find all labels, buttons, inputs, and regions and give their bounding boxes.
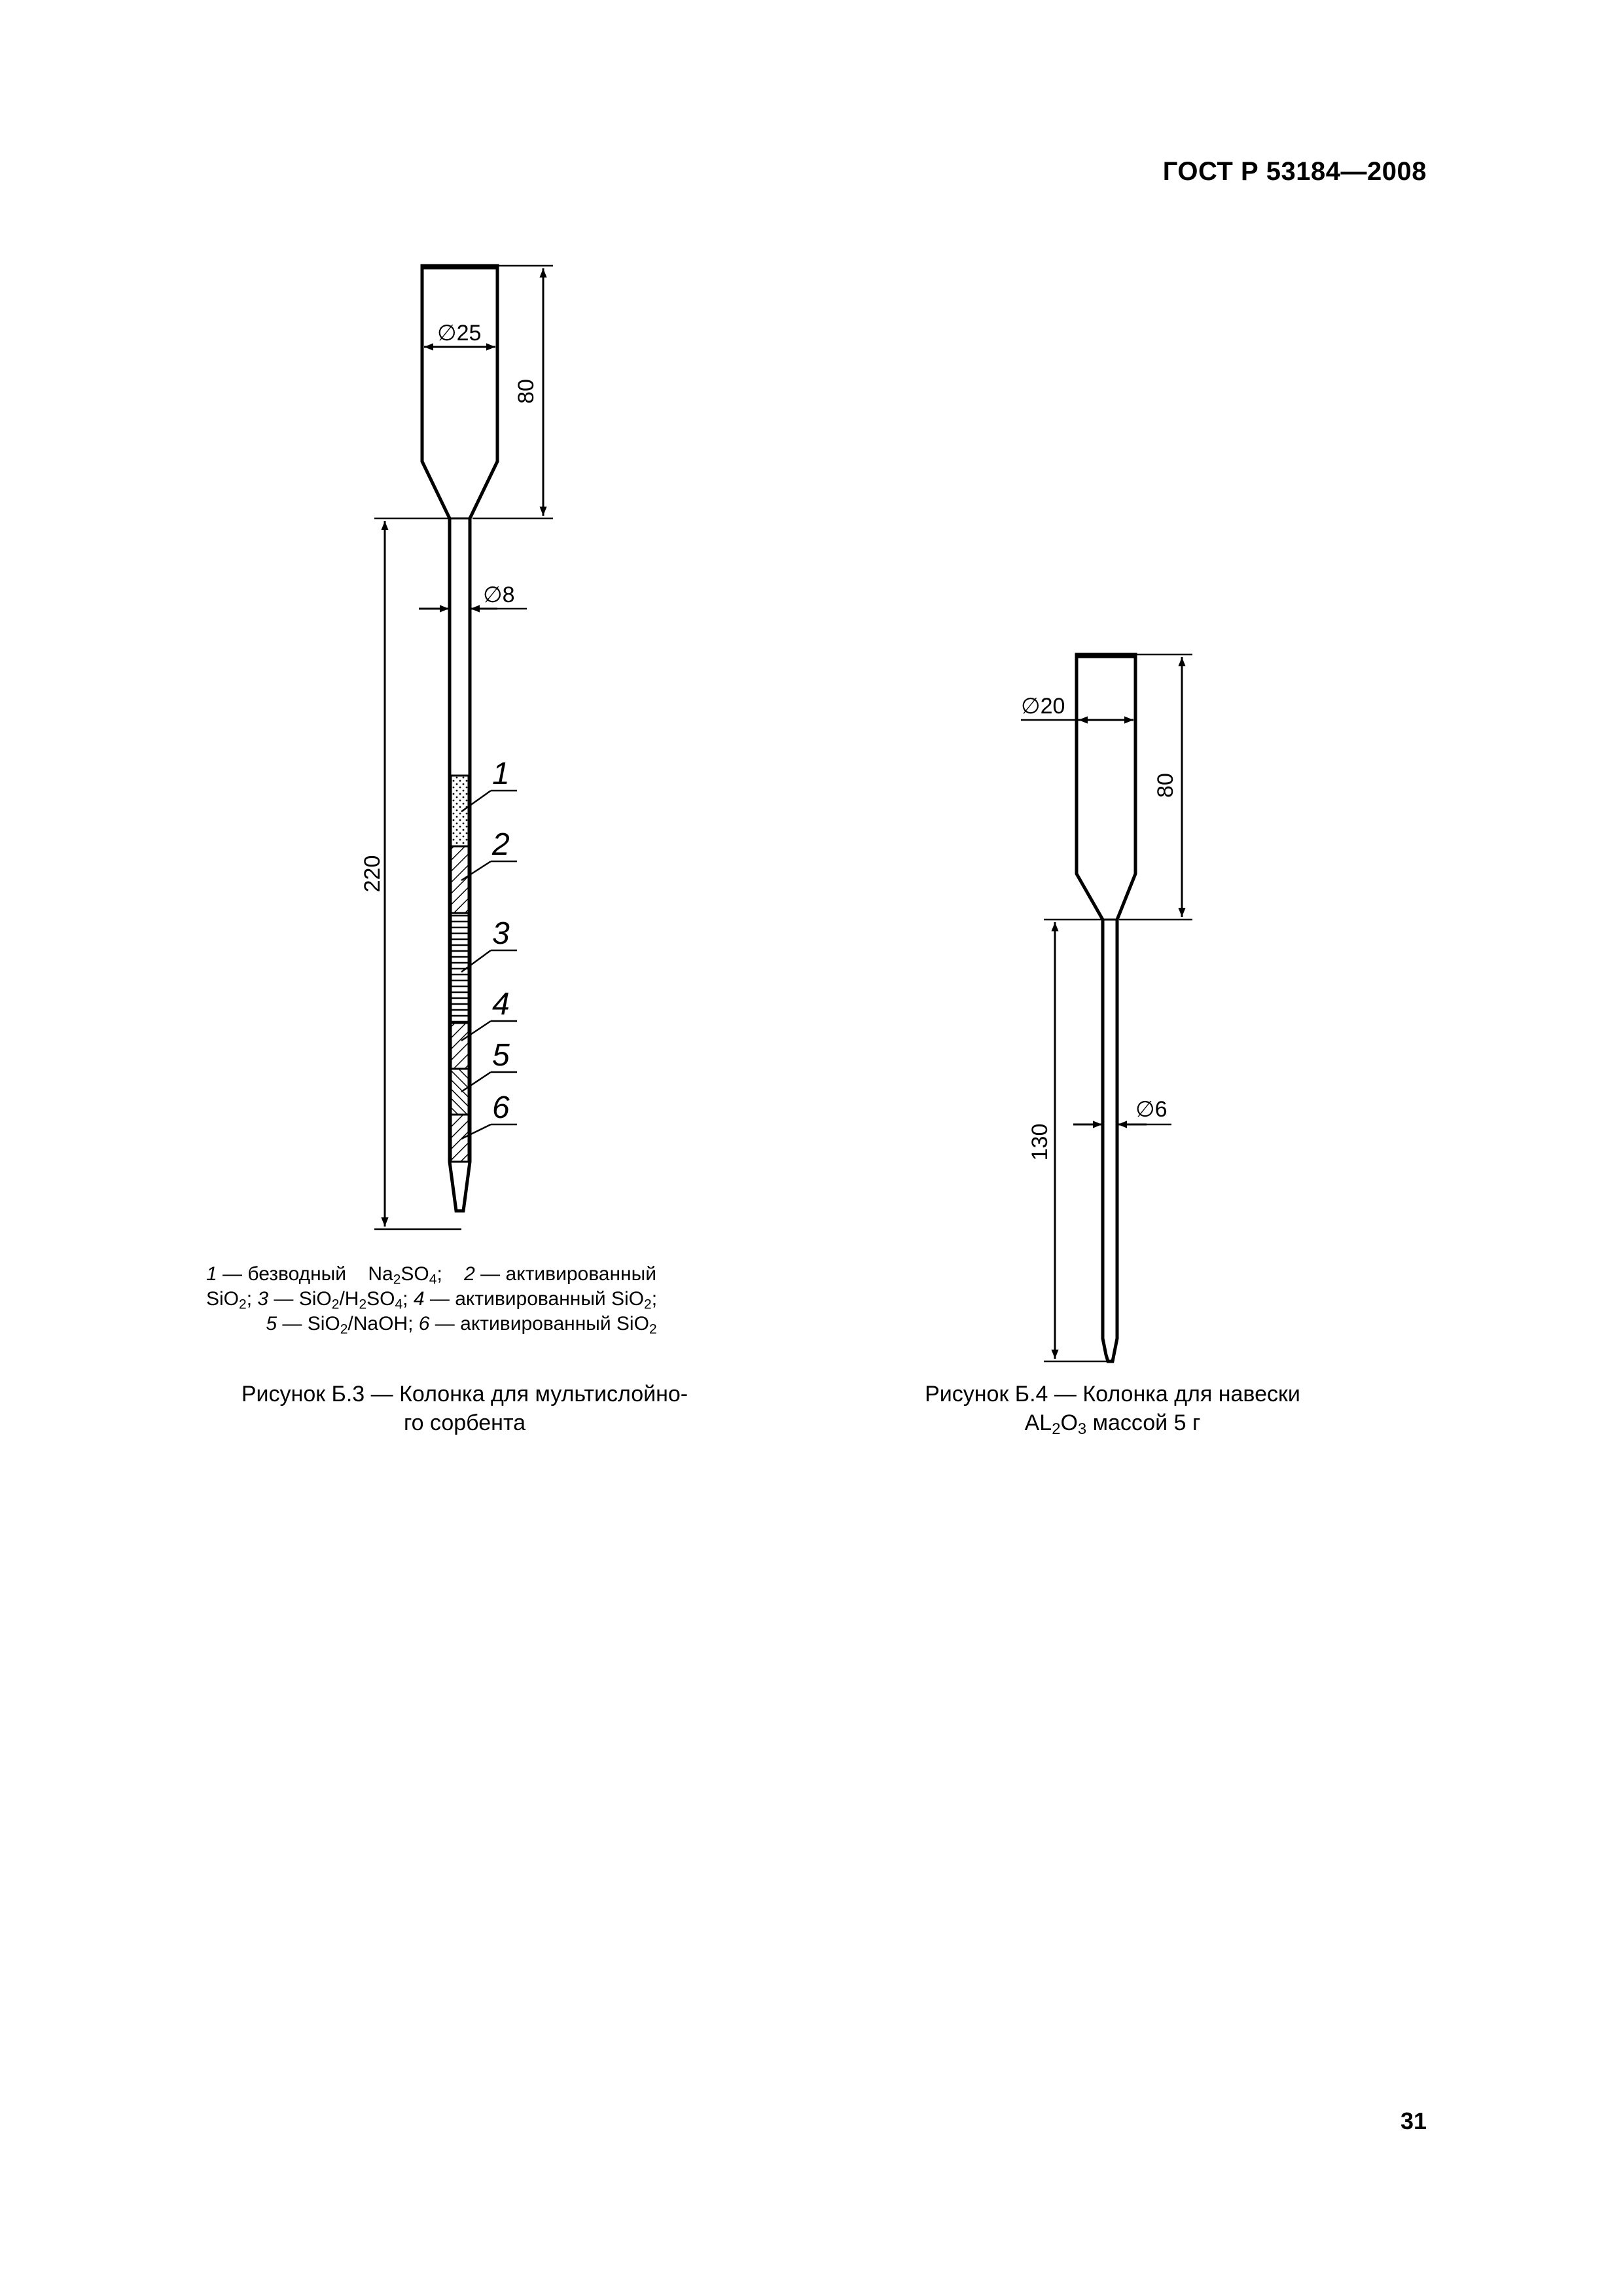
figure-b3-caption	[196, 1380, 733, 1437]
legend-sep: ;	[437, 1263, 448, 1285]
legend-num-2: 2	[464, 1263, 475, 1285]
legend-text-2: — активированный	[474, 1263, 656, 1285]
figure-b4-caption	[864, 1380, 1361, 1437]
figure-b3-legend	[206, 1262, 717, 1336]
figure-b4-caption-line-2	[864, 1408, 1361, 1437]
legend-line-1	[206, 1262, 717, 1287]
legend-line-2	[206, 1287, 717, 1312]
legend-naoh: /NaOH;	[348, 1313, 419, 1335]
dim-b4-top-height: 80	[1153, 773, 1178, 798]
caption-sub: 2	[1052, 1420, 1061, 1438]
caption-al: AL	[1024, 1410, 1052, 1435]
layer-number-4: 4	[492, 987, 510, 1022]
legend-sub: 2	[359, 1297, 367, 1312]
layer-number-3: 3	[492, 916, 510, 951]
legend-text-3: — SiO	[268, 1288, 332, 1310]
legend-text-4: — активированный SiO	[424, 1288, 644, 1310]
legend-text-1: — безводный	[217, 1263, 352, 1285]
caption-mass: массой 5 г	[1086, 1410, 1201, 1435]
legend-so: SO	[366, 1288, 395, 1310]
dim-b3-top-diameter: ∅25	[437, 321, 482, 346]
legend-num-4: 4	[413, 1288, 425, 1310]
dim-b3-top-height: 80	[514, 379, 539, 404]
layer-1-na2so4	[451, 776, 469, 846]
document-id-header: ГОСТ Р 53184—2008	[1162, 157, 1427, 186]
legend-text-6: — активированный SiO	[429, 1313, 649, 1335]
column-b3-drawing	[360, 266, 553, 1229]
caption-sub: 3	[1077, 1420, 1087, 1438]
legend-sub: 2	[644, 1297, 652, 1312]
layer-6-sio2	[451, 1115, 469, 1162]
figure-b4-caption-line-1: Рисунок Б.4 — Колонка для навески	[925, 1382, 1300, 1407]
dim-b4-top-diameter: ∅20	[1021, 694, 1065, 719]
legend-h: /H	[339, 1288, 359, 1310]
dim-b3-tube-diameter: ∅8	[483, 583, 515, 607]
layer-number-5: 5	[492, 1038, 510, 1073]
legend-na: Na	[368, 1263, 393, 1285]
legend-sub: 4	[395, 1297, 403, 1312]
legend-text-5: — SiO	[277, 1313, 340, 1335]
legend-so: SO	[401, 1263, 429, 1285]
legend-sep: ;	[402, 1288, 414, 1310]
layer-number-1: 1	[492, 757, 510, 791]
legend-sub: 2	[331, 1297, 340, 1312]
legend-num-1: 1	[206, 1263, 217, 1285]
page-number: 31	[1400, 2108, 1427, 2134]
legend-sep: ;	[651, 1288, 658, 1310]
legend-line-3	[206, 1312, 717, 1336]
legend-sio: SiO	[206, 1288, 240, 1310]
legend-sub: 4	[429, 1272, 437, 1287]
layer-4-sio2	[451, 1023, 469, 1069]
caption-o: O	[1060, 1410, 1078, 1435]
legend-num-3: 3	[257, 1288, 269, 1310]
layer-5-sio2-naoh	[451, 1069, 469, 1115]
legend-sub: 2	[393, 1272, 401, 1287]
figure-b3-caption-line-1: Рисунок Б.3 — Колонка для мультислойно-	[241, 1382, 688, 1407]
legend-sub: 2	[340, 1321, 348, 1337]
layer-number-2: 2	[492, 827, 510, 862]
layer-2-sio2	[451, 846, 469, 913]
legend-sep: ;	[246, 1288, 258, 1310]
legend-num-5: 5	[266, 1313, 277, 1335]
dim-b3-tube-length: 220	[360, 855, 385, 893]
figure-b3-caption-line-2: го сорбента	[403, 1410, 526, 1435]
legend-num-6: 6	[418, 1313, 430, 1335]
layer-number-6: 6	[492, 1090, 510, 1125]
dim-b4-tube-diameter: ∅6	[1135, 1097, 1168, 1122]
dim-b4-tube-length: 130	[1027, 1123, 1052, 1161]
legend-sub: 2	[239, 1297, 247, 1312]
column-b4-drawing	[1021, 655, 1192, 1361]
legend-sub: 2	[649, 1321, 657, 1337]
column-b4-outline	[1077, 655, 1135, 1361]
